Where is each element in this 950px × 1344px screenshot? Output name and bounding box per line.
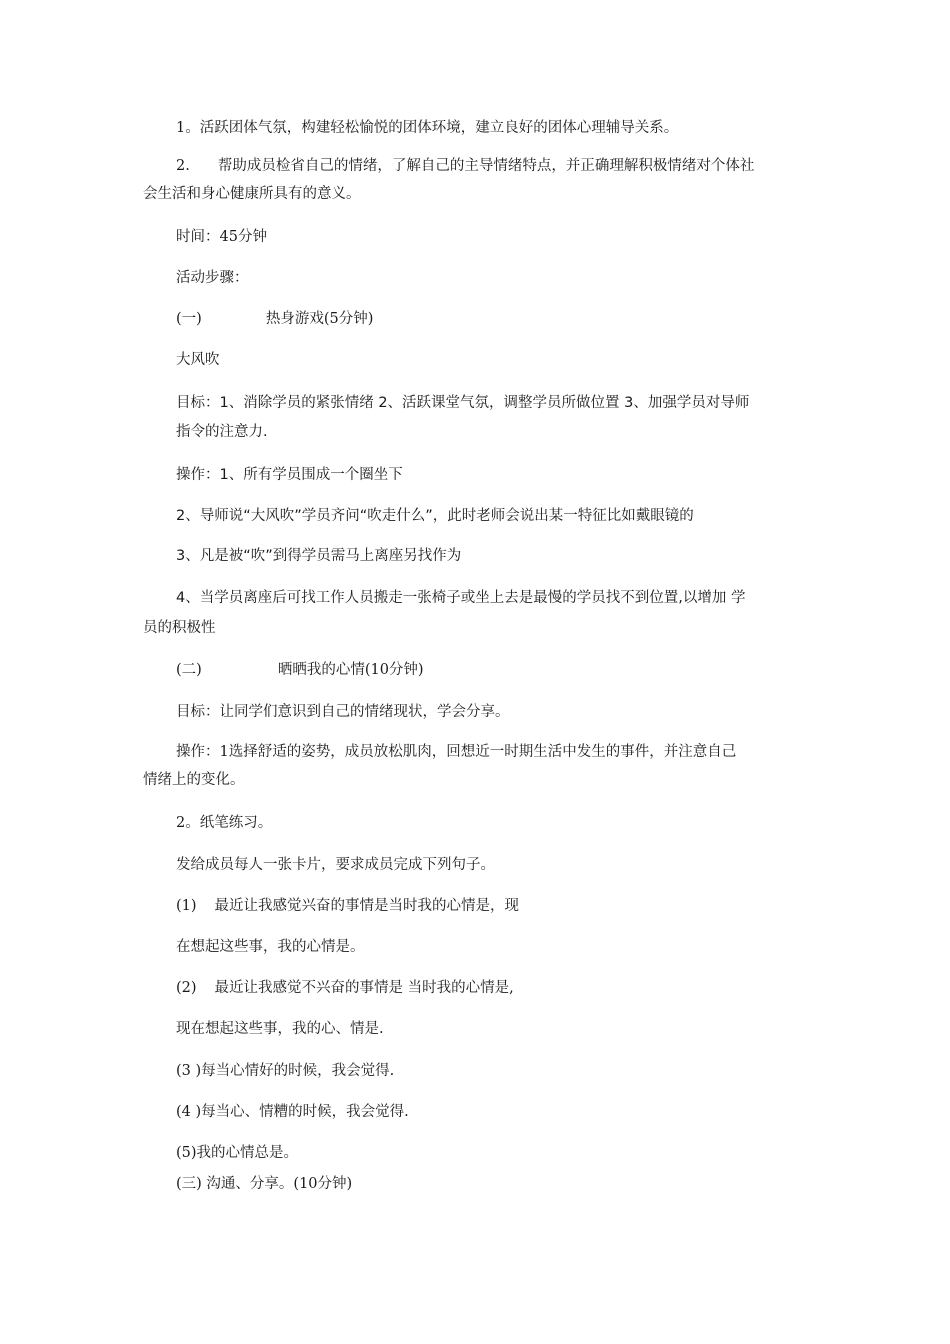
sentence-1 xyxy=(176,896,519,916)
game-step-3: 3、凡是被“吹”到得学员需马上离座另找作为 xyxy=(176,548,462,564)
section-3-heading: (三) 沟通、分享。(10分钟) xyxy=(176,1176,353,1192)
objective-2-number: 2. xyxy=(176,158,190,174)
sentence-1-continued: 在想起这些事，我的心情是。 xyxy=(176,939,365,955)
sentence-2-number: (2) xyxy=(176,980,197,996)
game-step-4-continued: 员的积极性 xyxy=(143,620,216,636)
objective-2-text: 帮助成员检省自己的情绪，了解自己的主导情绪特点，并正确理解积极情绪对个体社 xyxy=(217,158,755,174)
section-2-heading xyxy=(176,660,424,680)
objective-2 xyxy=(176,156,754,176)
section-1-title: 热身游戏(5分钟) xyxy=(265,311,374,327)
game-step-2: 2、导师说“大风吹”学员齐问“吹走什么”，此时老师会说出某一特征比如戴眼镜的 xyxy=(176,508,694,524)
sentence-1-number: (1) xyxy=(176,898,197,914)
game-step-4: 4、当学员离座后可找工作人员搬走一张椅子或坐上去是最慢的学员找不到位置,以增加 学 xyxy=(176,590,746,606)
section-1-heading xyxy=(176,309,373,329)
sentence-5: (5)我的心情总是。 xyxy=(176,1145,299,1161)
section-2-number: (二) xyxy=(176,662,202,678)
sentence-1-text: 最近让我感觉兴奋的事情是当时我的心情是，现 xyxy=(214,898,520,914)
section-2-step-2: 2。纸笔练习。 xyxy=(176,815,273,831)
duration-line: 时间：45分钟 xyxy=(176,229,267,245)
objective-1: 1。活跃团体气氛，构建轻松愉悦的团体环境，建立良好的团体心理辅导关系。 xyxy=(176,120,679,136)
game-goal-continued: 指令的注意力. xyxy=(176,424,268,440)
game-goal: 目标：1、消除学员的紧张情绪 2、活跃课堂气氛，调整学员所做位置 3、加强学员对导师 xyxy=(176,395,750,411)
sentence-2-text: 最近让我感觉不兴奋的事情是 当时我的心情是, xyxy=(214,980,514,996)
game-step-1: 操作：1、所有学员围成一个圈坐下 xyxy=(176,467,403,483)
sentence-2-continued: 现在想起这些事，我的心、情是. xyxy=(176,1021,384,1037)
steps-heading: 活动步骤： xyxy=(176,270,249,286)
card-instruction: 发给成员每人一张卡片，要求成员完成下列句子。 xyxy=(176,857,495,873)
section-2-step-1: 操作：1选择舒适的姿势，成员放松肌肉，回想近一时期生活中发生的事件，并注意自己 xyxy=(176,744,737,760)
objective-2-continued: 会生活和身心健康所具有的意义。 xyxy=(143,186,361,202)
section-2-goal: 目标：让同学们意识到自己的情绪现状，学会分享。 xyxy=(176,704,510,720)
section-2-title: 晒晒我的心情(10分钟) xyxy=(277,662,424,678)
sentence-4: (4 )每当心、情糟的时候，我会觉得. xyxy=(176,1104,409,1120)
section-2-step-1-continued: 情绪上的变化。 xyxy=(143,772,245,788)
sentence-2 xyxy=(176,978,514,998)
sentence-3: (3 )每当心情好的时候，我会觉得. xyxy=(176,1063,395,1079)
section-1-number: (一) xyxy=(176,311,202,327)
game-name: 大风吹 xyxy=(176,352,220,368)
